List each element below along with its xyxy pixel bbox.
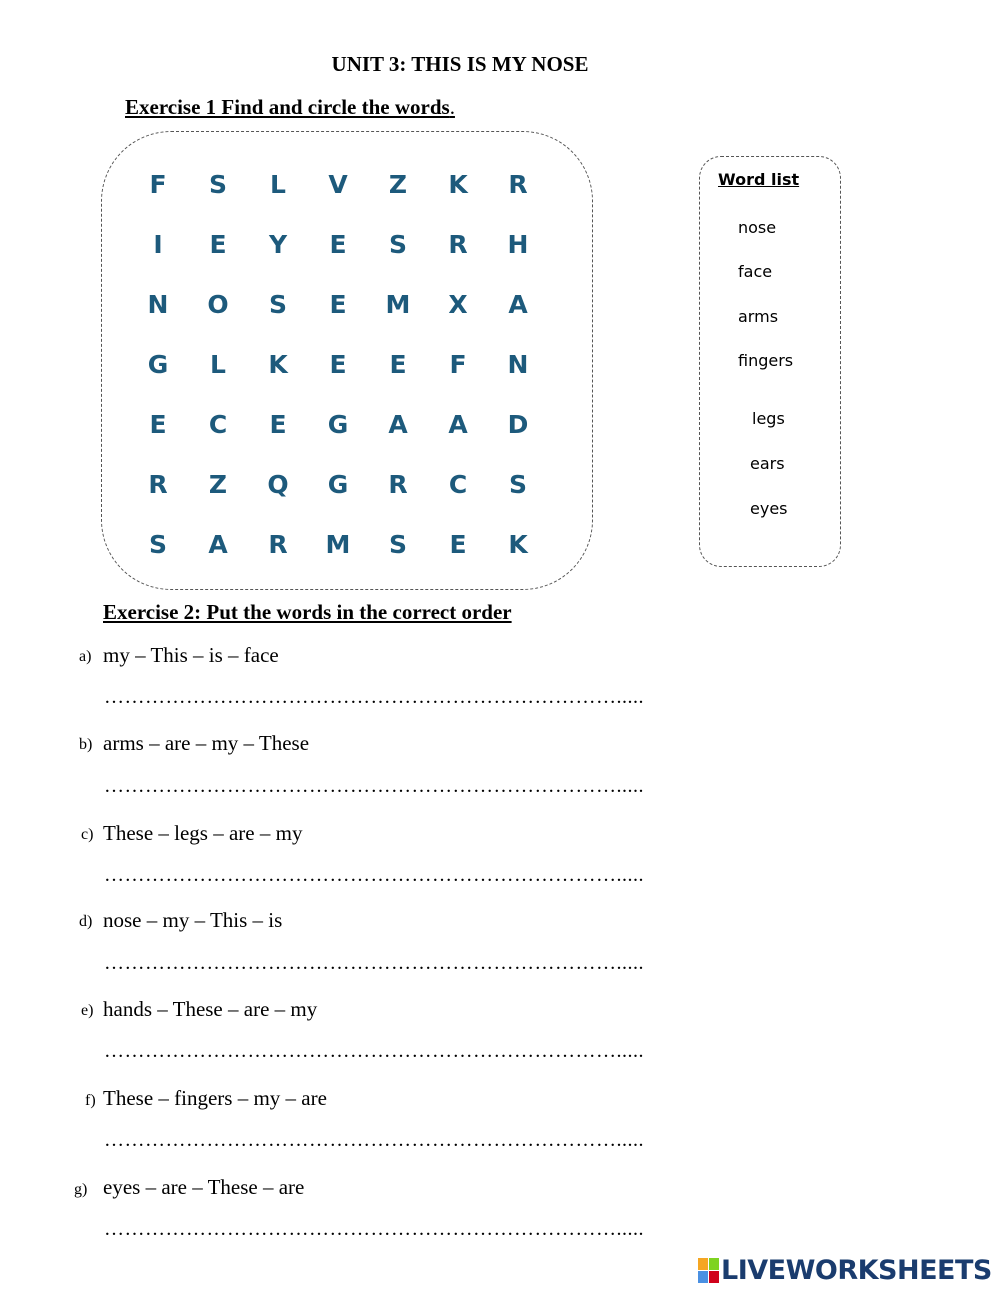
logo-icon bbox=[698, 1258, 719, 1283]
grid-letter[interactable]: E bbox=[389, 349, 407, 379]
word-list-title: Word list bbox=[718, 170, 800, 189]
answer-line[interactable]: …………………………………………………………………..... bbox=[104, 1040, 644, 1062]
grid-letter[interactable]: Z bbox=[208, 469, 228, 499]
grid-letter[interactable]: K bbox=[508, 529, 528, 559]
grid-letter[interactable]: S bbox=[388, 229, 407, 259]
word-list-item: fingers bbox=[738, 351, 794, 370]
question-label: b) bbox=[79, 736, 93, 753]
liveworksheets-logo bbox=[698, 1253, 992, 1287]
word-search-grid bbox=[128, 154, 548, 574]
grid-letter[interactable]: I bbox=[153, 229, 163, 259]
grid-letter[interactable]: R bbox=[268, 529, 288, 559]
question-text: nose – my – This – is bbox=[103, 908, 283, 932]
grid-letter[interactable]: G bbox=[147, 349, 169, 379]
grid-letter[interactable]: C bbox=[208, 409, 228, 439]
grid-letter[interactable]: N bbox=[147, 289, 169, 319]
question-label: c) bbox=[81, 826, 94, 843]
grid-letter[interactable]: S bbox=[508, 469, 527, 499]
grid-letter[interactable]: Q bbox=[267, 469, 289, 499]
grid-letter[interactable]: L bbox=[210, 349, 226, 379]
grid-letter[interactable]: R bbox=[508, 169, 528, 199]
grid-letter[interactable]: E bbox=[449, 529, 467, 559]
grid-letter[interactable]: G bbox=[327, 469, 349, 499]
question-text: arms – are – my – These bbox=[103, 731, 310, 755]
word-list-item: ears bbox=[750, 454, 785, 473]
logo-block bbox=[709, 1271, 719, 1283]
answer-line[interactable]: …………………………………………………………………..... bbox=[104, 686, 644, 708]
grid-letter[interactable]: A bbox=[208, 529, 228, 559]
word-list-item: arms bbox=[738, 307, 779, 326]
logo-block bbox=[698, 1258, 708, 1270]
grid-letter[interactable]: F bbox=[449, 349, 467, 379]
page-title: UNIT 3: THIS IS MY NOSE bbox=[331, 52, 589, 76]
grid-letter[interactable]: S bbox=[148, 529, 167, 559]
logo-block bbox=[698, 1271, 708, 1283]
grid-letter[interactable]: M bbox=[385, 289, 411, 319]
grid-letter[interactable]: V bbox=[328, 169, 348, 199]
question-label: g) bbox=[74, 1181, 88, 1198]
answer-line[interactable]: …………………………………………………………………..... bbox=[104, 864, 644, 886]
question-text: These – legs – are – my bbox=[103, 821, 303, 845]
grid-letter[interactable]: K bbox=[268, 349, 288, 379]
grid-letter[interactable]: O bbox=[207, 289, 229, 319]
grid-letter[interactable]: C bbox=[448, 469, 468, 499]
grid-letter[interactable]: X bbox=[448, 289, 468, 319]
exercise1-heading-suffix: . bbox=[449, 95, 455, 119]
answer-line[interactable]: …………………………………………………………………..... bbox=[104, 1129, 644, 1151]
grid-letter[interactable]: G bbox=[327, 409, 349, 439]
question-text: eyes – are – These – are bbox=[103, 1175, 305, 1199]
grid-letter[interactable]: E bbox=[329, 349, 347, 379]
grid-letter[interactable]: F bbox=[149, 169, 167, 199]
grid-letter[interactable]: S bbox=[208, 169, 227, 199]
exercise1-heading-text: Exercise 1 Find and circle the words bbox=[125, 95, 450, 119]
grid-letter[interactable]: D bbox=[507, 409, 529, 439]
grid-letter[interactable]: R bbox=[148, 469, 168, 499]
grid-letter[interactable]: A bbox=[508, 289, 528, 319]
question-label: d) bbox=[79, 913, 93, 930]
grid-letter[interactable]: E bbox=[269, 409, 287, 439]
question-text: my – This – is – face bbox=[103, 643, 279, 667]
grid-letter[interactable]: E bbox=[329, 229, 347, 259]
grid-letter[interactable]: E bbox=[209, 229, 227, 259]
grid-letter[interactable]: A bbox=[388, 409, 408, 439]
grid-letter[interactable]: E bbox=[149, 409, 167, 439]
word-list-item: nose bbox=[738, 218, 777, 237]
grid-letter[interactable]: R bbox=[448, 229, 468, 259]
grid-letter[interactable]: N bbox=[507, 349, 529, 379]
grid-letter[interactable]: H bbox=[507, 229, 529, 259]
grid-letter[interactable]: K bbox=[448, 169, 468, 199]
exercise2-heading: Exercise 2: Put the words in the correct order bbox=[103, 600, 512, 624]
question-text: hands – These – are – my bbox=[103, 997, 318, 1021]
grid-letter[interactable]: L bbox=[270, 169, 286, 199]
logo-block bbox=[709, 1258, 719, 1270]
word-list-item: legs bbox=[752, 409, 785, 428]
grid-letter[interactable]: E bbox=[329, 289, 347, 319]
answer-line[interactable]: …………………………………………………………………..... bbox=[104, 775, 644, 797]
question-label: f) bbox=[85, 1092, 96, 1109]
grid-letter[interactable]: R bbox=[388, 469, 408, 499]
grid-letter[interactable]: Y bbox=[268, 229, 288, 259]
logo-text: LIVEWORKSHEETS bbox=[721, 1254, 992, 1286]
word-list-item: face bbox=[738, 262, 773, 281]
answer-line[interactable]: …………………………………………………………………..... bbox=[104, 952, 644, 974]
word-list-item: eyes bbox=[750, 499, 788, 518]
grid-letter[interactable]: Z bbox=[388, 169, 408, 199]
question-label: a) bbox=[79, 648, 92, 665]
grid-letter[interactable]: A bbox=[448, 409, 468, 439]
grid-letter[interactable]: M bbox=[325, 529, 351, 559]
answer-line[interactable]: …………………………………………………………………..... bbox=[104, 1218, 644, 1240]
question-text: These – fingers – my – are bbox=[103, 1086, 327, 1110]
exercise1-heading bbox=[125, 95, 455, 120]
grid-letter[interactable]: S bbox=[388, 529, 407, 559]
question-label: e) bbox=[81, 1002, 94, 1019]
grid-letter[interactable]: S bbox=[268, 289, 287, 319]
